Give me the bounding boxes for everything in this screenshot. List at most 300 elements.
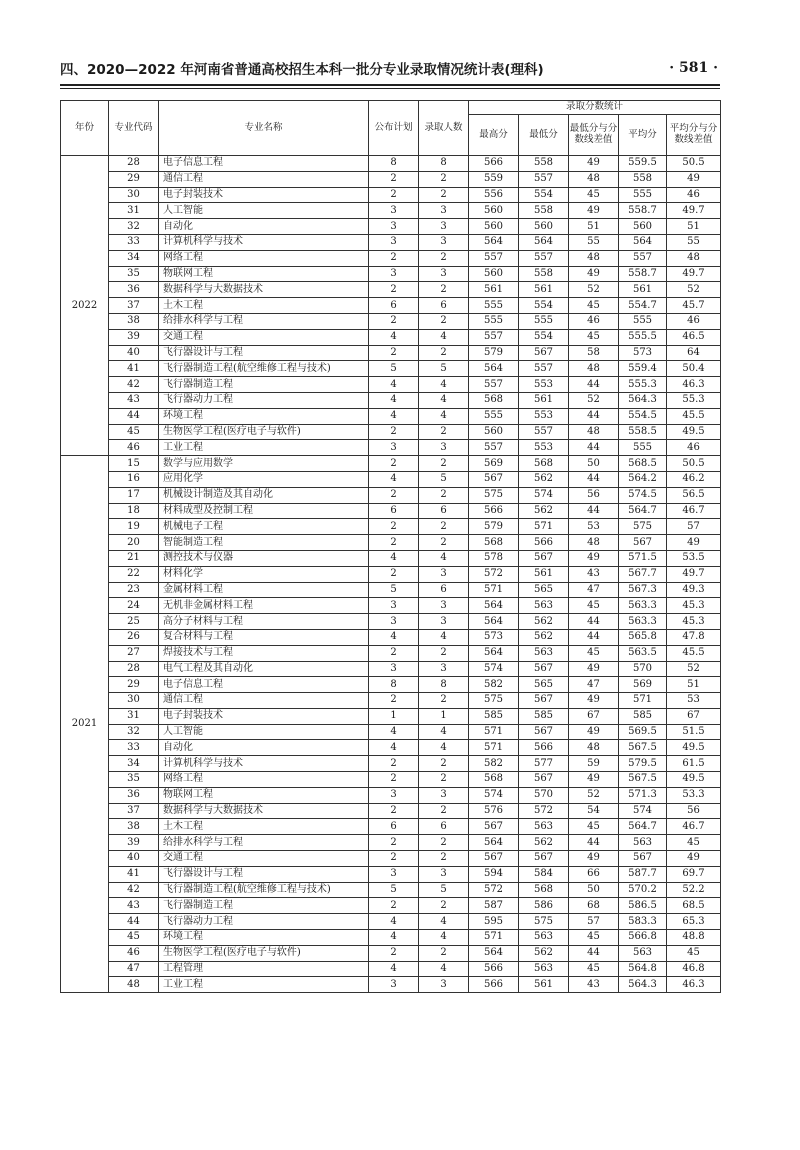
admitted-cell: 2 — [419, 345, 469, 361]
avg-cell: 571.3 — [619, 787, 667, 803]
header-code: 专业代码 — [109, 101, 159, 156]
table-row — [61, 171, 721, 187]
min-cell: 561 — [519, 566, 569, 582]
admitted-cell: 3 — [419, 266, 469, 282]
max-cell: 561 — [469, 282, 519, 298]
max-cell: 560 — [469, 203, 519, 219]
code-cell: 44 — [109, 914, 159, 930]
plan-cell: 2 — [369, 456, 419, 472]
plan-cell: 2 — [369, 803, 419, 819]
min-cell: 567 — [519, 661, 569, 677]
min-diff-cell: 48 — [569, 250, 619, 266]
min-diff-cell: 49 — [569, 724, 619, 740]
table-row — [61, 471, 721, 487]
avg-cell: 574.5 — [619, 487, 667, 503]
header-rule — [60, 84, 720, 86]
admitted-cell: 3 — [419, 661, 469, 677]
code-cell: 17 — [109, 487, 159, 503]
min-cell: 557 — [519, 250, 569, 266]
code-cell: 37 — [109, 803, 159, 819]
avg-diff-cell: 45.3 — [667, 614, 721, 630]
avg-cell: 563 — [619, 945, 667, 961]
code-cell: 39 — [109, 329, 159, 345]
plan-cell: 2 — [369, 835, 419, 851]
plan-cell: 4 — [369, 392, 419, 408]
name-cell: 飞行器动力工程 — [159, 914, 369, 930]
avg-diff-cell: 56.5 — [667, 487, 721, 503]
name-cell: 飞行器动力工程 — [159, 392, 369, 408]
name-cell: 工业工程 — [159, 440, 369, 456]
admitted-cell: 3 — [419, 866, 469, 882]
name-cell: 土木工程 — [159, 298, 369, 314]
header-plan: 公布计划 — [369, 101, 419, 156]
name-cell: 材料成型及控制工程 — [159, 503, 369, 519]
name-cell: 环境工程 — [159, 930, 369, 946]
name-cell: 生物医学工程(医疗电子与软件) — [159, 945, 369, 961]
avg-diff-cell: 50.4 — [667, 361, 721, 377]
plan-cell: 2 — [369, 535, 419, 551]
min-cell: 562 — [519, 629, 569, 645]
plan-cell: 4 — [369, 471, 419, 487]
avg-diff-cell: 51 — [667, 677, 721, 693]
max-cell: 568 — [469, 392, 519, 408]
table-row — [61, 535, 721, 551]
min-diff-cell: 48 — [569, 424, 619, 440]
avg-diff-cell: 50.5 — [667, 156, 721, 172]
table-row — [61, 282, 721, 298]
avg-cell: 569.5 — [619, 724, 667, 740]
avg-cell: 563 — [619, 835, 667, 851]
avg-diff-cell: 67 — [667, 708, 721, 724]
admitted-cell: 2 — [419, 456, 469, 472]
avg-cell: 564.3 — [619, 977, 667, 993]
min-diff-cell: 56 — [569, 487, 619, 503]
code-cell: 37 — [109, 298, 159, 314]
avg-cell: 567.3 — [619, 582, 667, 598]
admitted-cell: 4 — [419, 550, 469, 566]
code-cell: 41 — [109, 361, 159, 377]
plan-cell: 2 — [369, 566, 419, 582]
name-cell: 计算机科学与技术 — [159, 756, 369, 772]
code-cell: 45 — [109, 930, 159, 946]
min-cell: 567 — [519, 550, 569, 566]
min-diff-cell: 44 — [569, 835, 619, 851]
plan-cell: 2 — [369, 250, 419, 266]
min-cell: 560 — [519, 219, 569, 235]
table-row — [61, 550, 721, 566]
max-cell: 567 — [469, 819, 519, 835]
avg-diff-cell: 46.8 — [667, 961, 721, 977]
plan-cell: 2 — [369, 313, 419, 329]
name-cell: 工程管理 — [159, 961, 369, 977]
min-diff-cell: 45 — [569, 329, 619, 345]
plan-cell: 2 — [369, 851, 419, 867]
avg-diff-cell: 69.7 — [667, 866, 721, 882]
table-row — [61, 456, 721, 472]
avg-diff-cell: 52 — [667, 661, 721, 677]
avg-cell: 567 — [619, 535, 667, 551]
name-cell: 机械设计制造及其自动化 — [159, 487, 369, 503]
max-cell: 555 — [469, 298, 519, 314]
table-row — [61, 361, 721, 377]
max-cell: 557 — [469, 440, 519, 456]
table-row — [61, 298, 721, 314]
min-cell: 554 — [519, 187, 569, 203]
plan-cell: 2 — [369, 519, 419, 535]
name-cell: 无机非金属材料工程 — [159, 598, 369, 614]
name-cell: 电子封装技术 — [159, 708, 369, 724]
avg-diff-cell: 49.5 — [667, 424, 721, 440]
admitted-cell: 2 — [419, 756, 469, 772]
avg-cell: 574 — [619, 803, 667, 819]
table-row — [61, 440, 721, 456]
table-row — [61, 519, 721, 535]
code-cell: 47 — [109, 961, 159, 977]
min-cell: 572 — [519, 803, 569, 819]
year-cell: 2022 — [61, 156, 109, 456]
avg-cell: 564.7 — [619, 503, 667, 519]
avg-cell: 567.7 — [619, 566, 667, 582]
code-cell: 28 — [109, 661, 159, 677]
plan-cell: 3 — [369, 219, 419, 235]
avg-diff-cell: 49.5 — [667, 740, 721, 756]
admitted-cell: 2 — [419, 772, 469, 788]
min-cell: 566 — [519, 740, 569, 756]
min-cell: 557 — [519, 424, 569, 440]
table-row — [61, 377, 721, 393]
name-cell: 工业工程 — [159, 977, 369, 993]
plan-cell: 4 — [369, 377, 419, 393]
plan-cell: 6 — [369, 819, 419, 835]
plan-cell: 2 — [369, 187, 419, 203]
name-cell: 电子信息工程 — [159, 677, 369, 693]
code-cell: 39 — [109, 835, 159, 851]
table-body — [61, 156, 721, 993]
avg-diff-cell: 49.5 — [667, 772, 721, 788]
avg-diff-cell: 51 — [667, 219, 721, 235]
admitted-cell: 3 — [419, 219, 469, 235]
max-cell: 564 — [469, 945, 519, 961]
code-cell: 44 — [109, 408, 159, 424]
table-row — [61, 503, 721, 519]
max-cell: 585 — [469, 708, 519, 724]
avg-diff-cell: 49 — [667, 535, 721, 551]
page-title: 四、2020—2022 年河南省普通高校招生本科一批分专业录取情况统计表(理科) — [60, 62, 544, 78]
plan-cell: 8 — [369, 677, 419, 693]
avg-cell: 563.3 — [619, 614, 667, 630]
plan-cell: 3 — [369, 266, 419, 282]
table-row — [61, 961, 721, 977]
table-row — [61, 408, 721, 424]
plan-cell: 4 — [369, 629, 419, 645]
name-cell: 通信工程 — [159, 693, 369, 709]
name-cell: 人工智能 — [159, 724, 369, 740]
admitted-cell: 2 — [419, 945, 469, 961]
table-row — [61, 598, 721, 614]
table-row — [61, 345, 721, 361]
avg-diff-cell: 49 — [667, 171, 721, 187]
min-diff-cell: 52 — [569, 282, 619, 298]
min-cell: 565 — [519, 677, 569, 693]
max-cell: 569 — [469, 456, 519, 472]
avg-diff-cell: 55.3 — [667, 392, 721, 408]
admitted-cell: 2 — [419, 487, 469, 503]
admitted-cell: 8 — [419, 677, 469, 693]
min-cell: 584 — [519, 866, 569, 882]
plan-cell: 4 — [369, 329, 419, 345]
table-row — [61, 756, 721, 772]
avg-diff-cell: 53 — [667, 693, 721, 709]
table-row — [61, 329, 721, 345]
max-cell: 557 — [469, 329, 519, 345]
plan-cell: 5 — [369, 361, 419, 377]
min-diff-cell: 45 — [569, 187, 619, 203]
name-cell: 交通工程 — [159, 329, 369, 345]
avg-cell: 564.2 — [619, 471, 667, 487]
plan-cell: 3 — [369, 234, 419, 250]
admitted-cell: 4 — [419, 392, 469, 408]
name-cell: 自动化 — [159, 740, 369, 756]
plan-cell: 3 — [369, 977, 419, 993]
code-cell: 29 — [109, 677, 159, 693]
code-cell: 35 — [109, 266, 159, 282]
name-cell: 电气工程及其自动化 — [159, 661, 369, 677]
admitted-cell: 2 — [419, 535, 469, 551]
admitted-cell: 3 — [419, 598, 469, 614]
avg-cell: 587.7 — [619, 866, 667, 882]
admitted-cell: 1 — [419, 708, 469, 724]
max-cell: 582 — [469, 677, 519, 693]
table-row — [61, 945, 721, 961]
admitted-cell: 4 — [419, 329, 469, 345]
min-diff-cell: 45 — [569, 298, 619, 314]
min-cell: 568 — [519, 882, 569, 898]
max-cell: 579 — [469, 345, 519, 361]
max-cell: 564 — [469, 598, 519, 614]
avg-diff-cell: 46.7 — [667, 503, 721, 519]
table-row — [61, 708, 721, 724]
code-cell: 42 — [109, 377, 159, 393]
avg-cell: 571 — [619, 693, 667, 709]
plan-cell: 3 — [369, 866, 419, 882]
name-cell: 复合材料与工程 — [159, 629, 369, 645]
min-diff-cell: 54 — [569, 803, 619, 819]
header-min-diff: 最低分与分数线差值 — [569, 115, 619, 156]
code-cell: 45 — [109, 424, 159, 440]
avg-cell: 570 — [619, 661, 667, 677]
code-cell: 43 — [109, 392, 159, 408]
admitted-cell: 6 — [419, 298, 469, 314]
plan-cell: 2 — [369, 693, 419, 709]
plan-cell: 2 — [369, 945, 419, 961]
avg-diff-cell: 46.5 — [667, 329, 721, 345]
admitted-cell: 6 — [419, 819, 469, 835]
name-cell: 电子封装技术 — [159, 187, 369, 203]
max-cell: 587 — [469, 898, 519, 914]
min-diff-cell: 52 — [569, 392, 619, 408]
min-diff-cell: 48 — [569, 740, 619, 756]
avg-cell: 558 — [619, 171, 667, 187]
header-score-group: 录取分数统计 — [469, 101, 721, 115]
admitted-cell: 4 — [419, 930, 469, 946]
table-row — [61, 930, 721, 946]
min-cell: 577 — [519, 756, 569, 772]
header-admitted: 录取人数 — [419, 101, 469, 156]
code-cell: 42 — [109, 882, 159, 898]
code-cell: 43 — [109, 898, 159, 914]
plan-cell: 3 — [369, 440, 419, 456]
max-cell: 556 — [469, 187, 519, 203]
table-row — [61, 424, 721, 440]
table-row — [61, 582, 721, 598]
min-diff-cell: 44 — [569, 945, 619, 961]
avg-cell: 567.5 — [619, 772, 667, 788]
name-cell: 给排水科学与工程 — [159, 835, 369, 851]
avg-cell: 565.8 — [619, 629, 667, 645]
max-cell: 571 — [469, 582, 519, 598]
admitted-cell: 2 — [419, 171, 469, 187]
avg-diff-cell: 46.2 — [667, 471, 721, 487]
admitted-cell: 2 — [419, 187, 469, 203]
name-cell: 网络工程 — [159, 772, 369, 788]
code-cell: 16 — [109, 471, 159, 487]
table-row — [61, 392, 721, 408]
avg-diff-cell: 46.3 — [667, 377, 721, 393]
min-cell: 553 — [519, 408, 569, 424]
min-cell: 567 — [519, 772, 569, 788]
min-cell: 571 — [519, 519, 569, 535]
avg-cell: 557 — [619, 250, 667, 266]
table-row — [61, 772, 721, 788]
table-row — [61, 882, 721, 898]
page-header — [60, 55, 720, 81]
plan-cell: 4 — [369, 740, 419, 756]
min-cell: 562 — [519, 503, 569, 519]
min-diff-cell: 48 — [569, 171, 619, 187]
name-cell: 飞行器制造工程 — [159, 377, 369, 393]
header-name: 专业名称 — [159, 101, 369, 156]
admitted-cell: 4 — [419, 629, 469, 645]
avg-cell: 558.7 — [619, 203, 667, 219]
admitted-cell: 4 — [419, 914, 469, 930]
avg-cell: 561 — [619, 282, 667, 298]
avg-cell: 566.8 — [619, 930, 667, 946]
code-cell: 38 — [109, 313, 159, 329]
min-cell: 567 — [519, 724, 569, 740]
admitted-cell: 2 — [419, 424, 469, 440]
min-diff-cell: 49 — [569, 772, 619, 788]
max-cell: 560 — [469, 266, 519, 282]
code-cell: 30 — [109, 693, 159, 709]
admitted-cell: 5 — [419, 882, 469, 898]
min-diff-cell: 51 — [569, 219, 619, 235]
avg-cell: 567.5 — [619, 740, 667, 756]
name-cell: 应用化学 — [159, 471, 369, 487]
avg-diff-cell: 49.7 — [667, 266, 721, 282]
min-diff-cell: 47 — [569, 582, 619, 598]
avg-diff-cell: 53.5 — [667, 550, 721, 566]
avg-diff-cell: 46.7 — [667, 819, 721, 835]
min-diff-cell: 45 — [569, 961, 619, 977]
max-cell: 557 — [469, 250, 519, 266]
avg-cell: 555.5 — [619, 329, 667, 345]
plan-cell: 3 — [369, 787, 419, 803]
avg-diff-cell: 45.5 — [667, 408, 721, 424]
min-diff-cell: 47 — [569, 677, 619, 693]
name-cell: 交通工程 — [159, 851, 369, 867]
table-row — [61, 614, 721, 630]
min-cell: 562 — [519, 945, 569, 961]
avg-cell: 564.7 — [619, 819, 667, 835]
avg-diff-cell: 49 — [667, 851, 721, 867]
admitted-cell: 4 — [419, 377, 469, 393]
min-cell: 554 — [519, 298, 569, 314]
min-cell: 553 — [519, 440, 569, 456]
name-cell: 金属材料工程 — [159, 582, 369, 598]
code-cell: 21 — [109, 550, 159, 566]
avg-cell: 560 — [619, 219, 667, 235]
name-cell: 自动化 — [159, 219, 369, 235]
min-cell: 555 — [519, 313, 569, 329]
name-cell: 飞行器设计与工程 — [159, 345, 369, 361]
min-diff-cell: 45 — [569, 645, 619, 661]
avg-diff-cell: 45.7 — [667, 298, 721, 314]
avg-cell: 571.5 — [619, 550, 667, 566]
admitted-cell: 2 — [419, 835, 469, 851]
name-cell: 材料化学 — [159, 566, 369, 582]
name-cell: 网络工程 — [159, 250, 369, 266]
max-cell: 574 — [469, 661, 519, 677]
table-row — [61, 234, 721, 250]
admitted-cell: 3 — [419, 566, 469, 582]
plan-cell: 2 — [369, 645, 419, 661]
min-cell: 567 — [519, 345, 569, 361]
min-cell: 562 — [519, 614, 569, 630]
min-diff-cell: 45 — [569, 930, 619, 946]
name-cell: 焊接技术与工程 — [159, 645, 369, 661]
min-diff-cell: 49 — [569, 661, 619, 677]
min-cell: 562 — [519, 471, 569, 487]
avg-cell: 555 — [619, 440, 667, 456]
min-diff-cell: 44 — [569, 377, 619, 393]
max-cell: 566 — [469, 156, 519, 172]
plan-cell: 4 — [369, 930, 419, 946]
admitted-cell: 2 — [419, 693, 469, 709]
min-diff-cell: 67 — [569, 708, 619, 724]
table-row — [61, 914, 721, 930]
name-cell: 通信工程 — [159, 171, 369, 187]
max-cell: 573 — [469, 629, 519, 645]
min-diff-cell: 59 — [569, 756, 619, 772]
header-avg: 平均分 — [619, 115, 667, 156]
name-cell: 智能制造工程 — [159, 535, 369, 551]
min-diff-cell: 44 — [569, 440, 619, 456]
table-row — [61, 835, 721, 851]
min-cell: 574 — [519, 487, 569, 503]
min-diff-cell: 43 — [569, 977, 619, 993]
table-row — [61, 250, 721, 266]
min-diff-cell: 44 — [569, 629, 619, 645]
avg-diff-cell: 48.8 — [667, 930, 721, 946]
plan-cell: 3 — [369, 661, 419, 677]
avg-cell: 559.4 — [619, 361, 667, 377]
avg-diff-cell: 50.5 — [667, 456, 721, 472]
min-cell: 568 — [519, 456, 569, 472]
admitted-cell: 3 — [419, 440, 469, 456]
avg-diff-cell: 61.5 — [667, 756, 721, 772]
avg-cell: 555 — [619, 187, 667, 203]
plan-cell: 2 — [369, 345, 419, 361]
